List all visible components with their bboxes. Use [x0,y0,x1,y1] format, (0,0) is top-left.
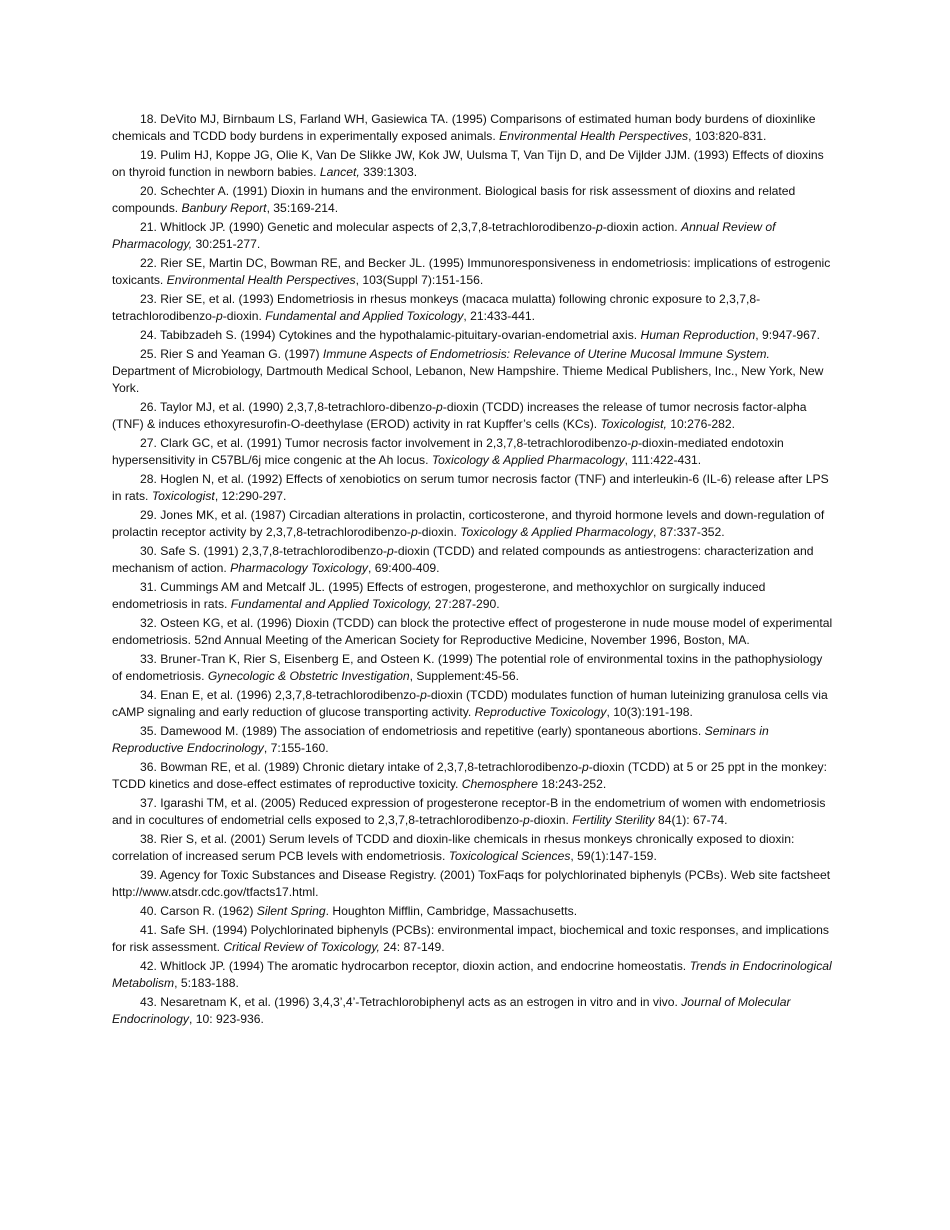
reference-text: -dioxin (TCDD) increases the release of tumor necrosis factor-alpha (TNF) & induces ethoxyresurofin-O-deethylase (EROD) activity in rat Kupffer’s cells (KCs). [112,400,807,431]
reference-text: 37. Igarashi TM, et al. (2005) Reduced expression of progesterone receptor-B in the endometrium of women with endometriosis and in cocultures of endometrial cells exposed to 2,3,7,8-tetrachlorodibenzo- [112,796,826,827]
reference-text: , 12:290-297. [214,489,287,503]
reference-text: 10:276-282. [666,417,736,431]
reference-text: 33. Bruner-Tran K, Rier S, Eisenberg E, and Osteen K. (1999) The potential role of environmental toxins in the pathophysiology of endometriosis. [112,652,823,683]
reference-text: , 10(3):191-198. [606,705,693,719]
reference-entry [112,615,834,649]
reference-italic-text: p [582,760,589,774]
reference-text: 24: 87-149. [379,940,445,954]
reference-text: , 69:400-409. [368,561,440,575]
reference-italic-text: Environmental Health Perspectives [166,273,356,287]
reference-text: -dioxin (TCDD) and related compounds as antiestrogens: characterization and mechanism of action. [112,544,814,575]
reference-entry [112,651,834,685]
reference-italic-text: Journal of Molecular Endocrinology [112,995,791,1026]
reference-entry [112,795,834,829]
reference-italic-text: Pharmacology Toxicology [230,561,368,575]
reference-italic-text: Immune Aspects of Endometriosis: Relevance of Uterine Mucosal Immune System. [322,347,770,361]
reference-italic-text: Toxicologist, [600,417,667,431]
reference-text: 29. Jones MK, et al. (1987) Circadian alterations in prolactin, corticosterone, and thyroid hormone levels and down-regulation of prolactin receptor activity by 2,3,7,8-tetrachlorodibenzo- [112,508,825,539]
reference-text: 18. DeVito MJ, Birnbaum LS, Farland WH, Gasiewica TA. (1995) Comparisons of estimated human body burdens of dioxinlike chemicals and TCDD body burdens in experimentally exposed animals. [112,112,816,143]
reference-entry [112,219,834,253]
reference-italic-text: Reproductive Toxicology [474,705,607,719]
reference-italic-text: Critical Review of Toxicology, [223,940,380,954]
reference-entry [112,687,834,721]
reference-entry [112,579,834,613]
reference-text: , 5:183-188. [174,976,239,990]
reference-italic-text: p [215,309,223,323]
reference-text: 39. Agency for Toxic Substances and Disease Registry. (2001) ToxFaqs for polychlorinated biphenyls (PCBs). Web site factsheet http://www.atsdr.cdc.gov/tfacts17.html. [112,868,831,899]
reference-text: 20. Schechter A. (1991) Dioxin in humans and the environment. Biological basis for risk assessment of dioxins and related compounds. [112,184,796,215]
reference-italic-text: Annual Review of Pharmacology, [112,220,776,251]
reference-italic-text: Environmental Health Perspectives [499,129,689,143]
reference-italic-text: Fertility Sterility [572,813,655,827]
reference-entry [112,346,834,397]
reference-italic-text: Chemosphere [461,777,539,791]
reference-text: 27. Clark GC, et al. (1991) Tumor necrosis factor involvement in 2,3,7,8-tetrachlorodibenzo- [140,436,632,450]
reference-italic-text: p [410,525,418,539]
reference-text: 25. Rier S and Yeaman G. (1997) [140,347,323,361]
reference-entry [112,994,834,1028]
reference-italic-text: Toxicology & Applied Pharmacology [431,453,625,467]
reference-entry [112,183,834,217]
reference-entry [112,255,834,289]
reference-text: 23. Rier SE, et al. (1993) Endometriosis in rhesus monkeys (macaca mulatta) following chronic exposure to 2,3,7,8-tetrachlorodibenzo- [112,292,761,323]
reference-text: , Supplement:45-56. [409,669,519,683]
reference-text: 28. Hoglen N, et al. (1992) Effects of xenobiotics on serum tumor necrosis factor (TNF) and interleukin-6 (IL-6) release after LPS in rats. [112,472,829,503]
reference-text: 26. Taylor MJ, et al. (1990) 2,3,7,8-tetrachloro-dibenzo- [140,400,437,414]
reference-text: 30. Safe S. (1991) 2,3,7,8-tetrachlorodibenzo- [140,544,388,558]
reference-italic-text: Human Reproduction [640,328,756,342]
reference-entry [112,327,834,344]
reference-text: -dioxin. [529,813,573,827]
reference-text: 34. Enan E, et al. (1996) 2,3,7,8-tetrachlorodibenzo- [140,688,421,702]
reference-text: 36. Bowman RE, et al. (1989) Chronic dietary intake of 2,3,7,8-tetrachlorodibenzo- [140,760,583,774]
reference-text: -dioxin action. [602,220,682,234]
reference-text: , 103:820-831. [688,129,767,143]
reference-italic-text: p [595,220,603,234]
reference-entry [112,958,834,992]
reference-italic-text: p [523,813,530,827]
reference-text: 24. Tabibzadeh S. (1994) Cytokines and the hypothalamic-pituitary-ovarian-endometrial axis. [140,328,641,342]
reference-text: 30:251-277. [192,237,261,251]
reference-italic-text: Toxicology & Applied Pharmacology [460,525,654,539]
reference-text: 18:243-252. [538,777,607,791]
reference-text: -dioxin. [417,525,461,539]
reference-text: 35. Damewood M. (1989) The association of endometriosis and repetitive (early) spontaneous abortions. [140,724,705,738]
reference-text: -dioxin. [222,309,266,323]
reference-text: , 87:337-352. [653,525,725,539]
reference-text: , 111:422-431. [624,453,702,467]
reference-text: , 21:433-441. [463,309,535,323]
reference-text: 339:1303. [359,165,418,179]
reference-text: 41. Safe SH. (1994) Polychlorinated biphenyls (PCBs): environmental impact, biochemical and toxic responses, and implications for risk assessment. [112,923,829,954]
reference-italic-text: Lancet, [319,165,360,179]
reference-text: 40. Carson R. (1962) [140,904,257,918]
reference-text: 43. Nesaretnam K, et al. (1996) 3,4,3’,4’-Tetrachlorobiphenyl acts as an estrogen in vitro and in vivo. [140,995,682,1009]
reference-entry [112,147,834,181]
reference-text: . Houghton Mifflin, Cambridge, Massachusetts. [325,904,578,918]
reference-italic-text: Trends in Endocrinological Metabolism [112,959,832,990]
reference-entry [112,111,834,145]
reference-entry [112,831,834,865]
reference-entry [112,867,834,901]
reference-text: 84(1): 67-74. [654,813,728,827]
reference-italic-text: Toxicological Sciences [448,849,571,863]
reference-italic-text: Gynecologic & Obstetric Investigation [207,669,410,683]
reference-text: 27:287-290. [431,597,500,611]
reference-text: , 59(1):147-159. [570,849,657,863]
reference-text: , 10: 923-936. [188,1012,264,1026]
reference-entry [112,507,834,541]
reference-text: -dioxin (TCDD) modulates function of human luteinizing granulosa cells via cAMP signaling and early reduction of glucose transporting activity. [112,688,828,719]
reference-text: 21. Whitlock JP. (1990) Genetic and molecular aspects of 2,3,7,8-tetrachlorodibenzo- [140,220,596,234]
reference-text: 32. Osteen KG, et al. (1996) Dioxin (TCDD) can block the protective effect of progesterone in nude mouse model of experimental endometriosis. 52nd Annual Meeting of the American Society for Reproductive Medicine, November 1996, Boston, MA. [112,616,833,647]
reference-entry [112,922,834,956]
reference-text: , 103(Suppl 7):151-156. [355,273,484,287]
reference-italic-text: p [387,544,394,558]
reference-italic-text: Seminars in Reproductive Endocrinology [112,724,769,755]
reference-text: -dioxin-mediated endotoxin hypersensitivity in C57BL/6j mice congenic at the Ah locus. [112,436,784,467]
reference-italic-text: Silent Spring [256,904,326,918]
reference-italic-text: p [436,400,443,414]
reference-text: -dioxin (TCDD) at 5 or 25 ppt in the monkey: TCDD kinetics and dose-effect estimates of reproductive toxicity. [112,760,827,791]
reference-text: 38. Rier S, et al. (2001) Serum levels of TCDD and dioxin-like chemicals in rhesus monkeys chronically exposed to dioxin: correlation of increased serum PCB levels with endometriosis. [112,832,795,863]
reference-text: , 7:155-160. [263,741,329,755]
reference-entry [112,399,834,433]
reference-entry [112,543,834,577]
reference-text: 42. Whitlock JP. (1994) The aromatic hydrocarbon receptor, dioxin action, and endocrine homeostatis. [140,959,690,973]
reference-entry [112,471,834,505]
reference-text: 31. Cummings AM and Metcalf JL. (1995) Effects of estrogen, progesterone, and methoxychlor on surgically induced endometriosis in rats. [112,580,766,611]
reference-italic-text: Banbury Report [181,201,267,215]
reference-text: , 35:169-214. [266,201,339,215]
reference-italic-text: p [631,436,639,450]
reference-italic-text: p [420,688,427,702]
reference-entry [112,903,834,920]
reference-entry [112,291,834,325]
reference-italic-text: Toxicologist [151,489,215,503]
reference-italic-text: Fundamental and Applied Toxicology [265,309,464,323]
reference-text: Department of Microbiology, Dartmouth Medical School, Lebanon, New Hampshire. Thieme Medical Publishers, Inc., New York, New York. [112,364,824,395]
reference-entry [112,759,834,793]
reference-entry [112,723,834,757]
reference-list [112,111,834,1030]
reference-entry [112,435,834,469]
reference-text: 19. Pulim HJ, Koppe JG, Olie K, Van De Slikke JW, Kok JW, Uulsma T, Van Tijn D, and De Vijlder JJM. (1993) Effects of dioxins on thyroid function in newborn babies. [112,148,824,179]
reference-text: , 9:947-967. [755,328,821,342]
reference-text: 22. Rier SE, Martin DC, Bowman RE, and Becker JL. (1995) Immunoresponsiveness in endometriosis: implications of estrogenic toxicants. [112,256,831,287]
reference-italic-text: Fundamental and Applied Toxicology, [230,597,432,611]
